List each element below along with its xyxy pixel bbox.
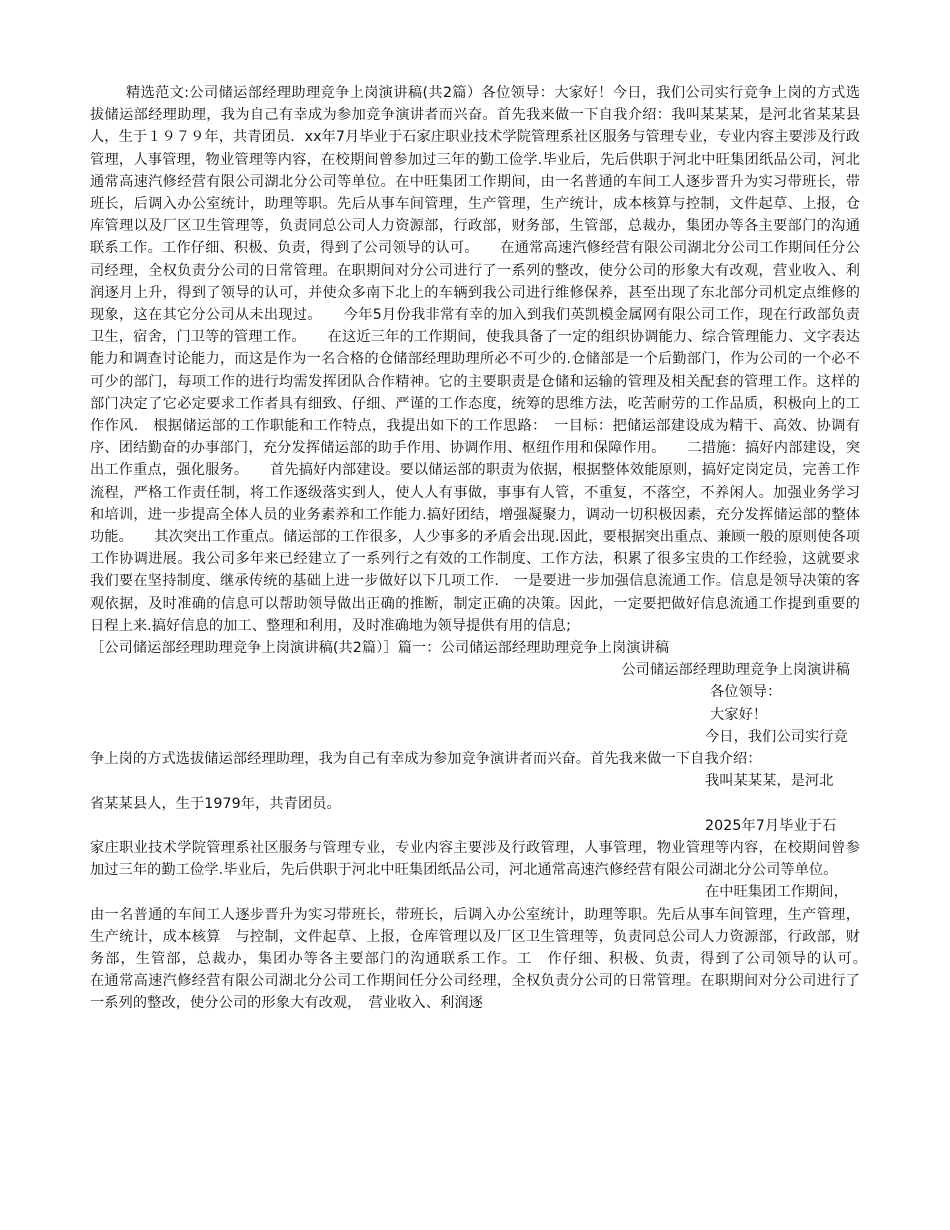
education-paragraph: 家庄职业技术学院管理系社区服务与管理专业，专业内容主要涉及行政管理，人事管理，物业管理等内容，在校期间曾参加过三年的勤工俭学.毕业后，先后供职于河北中旺集团纸品公司，河北通常高速汽修经营有限公司湖北分公司等单位。 [90, 839, 860, 879]
greeting-line: 大家好！ [710, 706, 768, 723]
work-fragment: 在中旺集团工作期间， [705, 884, 848, 901]
self-intro-paragraph: 省某某县人，生于1979年，共青团员。 [90, 795, 341, 812]
opening-fragment: 今日，我们公司实行竞 [705, 728, 848, 745]
title-line: ［公司储运部经理助理竞争上岗演讲稿(共2篇）］篇一：公司储运部经理助理竞争上岗演讲稿 [90, 640, 670, 657]
salutation-line: 各位领导： [710, 684, 782, 701]
intro-paragraph: 精选范文:公司储运部经理助理竞争上岗演讲稿(共2篇）各位领导：大家好！今日，我们公司实行竞争上岗的方式选拔储运部经理助理，我为自己有幸成为参加竞争演讲者而兴奋。首先我来做一下自我介绍：我叫某某某，是河北省某某县人，生于１９７９年，共青团员．xx年7月毕业于石家庄职业技术学院管理系社区服务与管理专业，专业内容主要涉及行政管理，人事管理，物业管理等内容，在校期间曾参加过三年的勤工俭学.毕业后，先后供职于河北中旺集团纸品公司，河北通常高速汽修经营有限公司湖北分公司等单位。在中旺集团工作期间，由一名普通的车间工人逐步晋升为实习带班长，带班长，后调入办公室统计，助理等职。先后从事车间管理，生产管理，生产统计，成本核算与控制，文件起草、上报，仓库管理以及厂区卫生管理等，负责同总公司人力资源部，行政部，财务部，生管部，总裁办，集团办等各主要部门的沟通联系工作。工作仔细、积极、负责，得到了公司领导的认可。 在通常高速汽修经营有限公司湖北分公司工作期间任分公司经理，全权负责分公司的日常管理。在职期间对分公司进行了一系列的整改，使分公司的形象大有改观，营业收入、利润逐月上升，得到了领导的认可，并使众多南下北上的车辆到我公司进行维修保养，甚至出现了东北部分司机定点维修的现象，这在其它分公司从未出现过。 今年5月份我非常有幸的加入到我们英凯模金属网有限公司工作，现在行政部负责卫生，宿舍，门卫等的管理工作。 在这近三年的工作期间，使我具备了一定的组织协调能力、综合管理能力、文字表达能力和调查讨论能力，而这是作为一名合格的仓储部经理助理所必不可少的.仓储部是一个后勤部门，作为公司的一个必不可少的部门，每项工作的进行均需发挥团队合作精神。它的主要职责是仓储和运输的管理及相关配套的管理工作。这样的部门决定了它必定要求工作者具有细致、仔细、严谨的工作态度，统筹的思维方法，吃苦耐劳的工作品质，积极向上的工作作风. 根据储运部的工作职能和工作特点，我提出如下的工作思路： 一目标：把储运部建设成为精干、高效、协调有序、团结勤奋的办事部门，充分发挥储运部的助手作用、协调作用、枢纽作用和保障作用。 二措施：搞好内部建设，突出工作重点，强化服务。 首先搞好内部建设。要以储运部的职责为依据，根据整体效能原则，搞好定岗定员，完善工作流程，严格工作责任制，将工作逐级落实到人，使人人有事做，事事有人管，不重复，不落空，不养闲人。加强业务学习和培训，进一步提高全体人员的业务素养和工作能力.搞好团结，增强凝聚力，调动一切积极因素，充分发挥储运部的整体功能。 其次突出工作重点。储运部的工作很多，人少事多的矛盾会出现.因此，要根据突出重点、兼顾一般的原则使各项工作协调进展。我公司多年来已经建立了一系列行之有效的工作制度、工作方法，积累了很多宝贵的工作经验，这就要求我们要在坚持制度、继承传统的基础上进一步做好以下几项工作. 一是要进一步加强信息流通工作。信息是领导决策的客观依据，及时准确的信息可以帮助领导做出正确的推断，制定正确的决策。因此，一定要把做好信息流通工作提到重要的日程上来.搞好信息的加工、整理和利用，及时准确地为领导提供有用的信息; [90, 85, 860, 634]
subtitle-line: 公司储运部经理助理竞争上岗演讲稿 [621, 662, 850, 679]
education-fragment: 2025年7月毕业于石 [705, 817, 837, 834]
self-intro-fragment: 我叫某某某，是河北 [705, 773, 834, 790]
work-paragraph: 由一名普通的车间工人逐步晋升为实习带班长，带班长，后调入办公室统计，助理等职。先后从事车间管理，生产管理，生产统计，成本核算 与控制，文件起草、上报，仓库管理以及厂区卫生管理等，负责同总公司人力资源部，行政部，财务部，生管部，总裁办，集团办等各主要部门的沟通联系工作。工 作仔细、积极、负责，得到了公司领导的认可。 在通常高速汽修经营有限公司湖北分公司工作期间任分公司经理，全权负责分公司的日常管理。在职期间对分公司进行了一系列的整改，使分公司的形象大有改观， 营业收入、利润逐 [90, 906, 903, 1012]
document-body [90, 82, 903, 1015]
opening-paragraph: 争上岗的方式选拔储运部经理助理，我为自己有幸成为参加竞争演讲者而兴奋。首先我来做一下自我介绍： [90, 751, 762, 768]
